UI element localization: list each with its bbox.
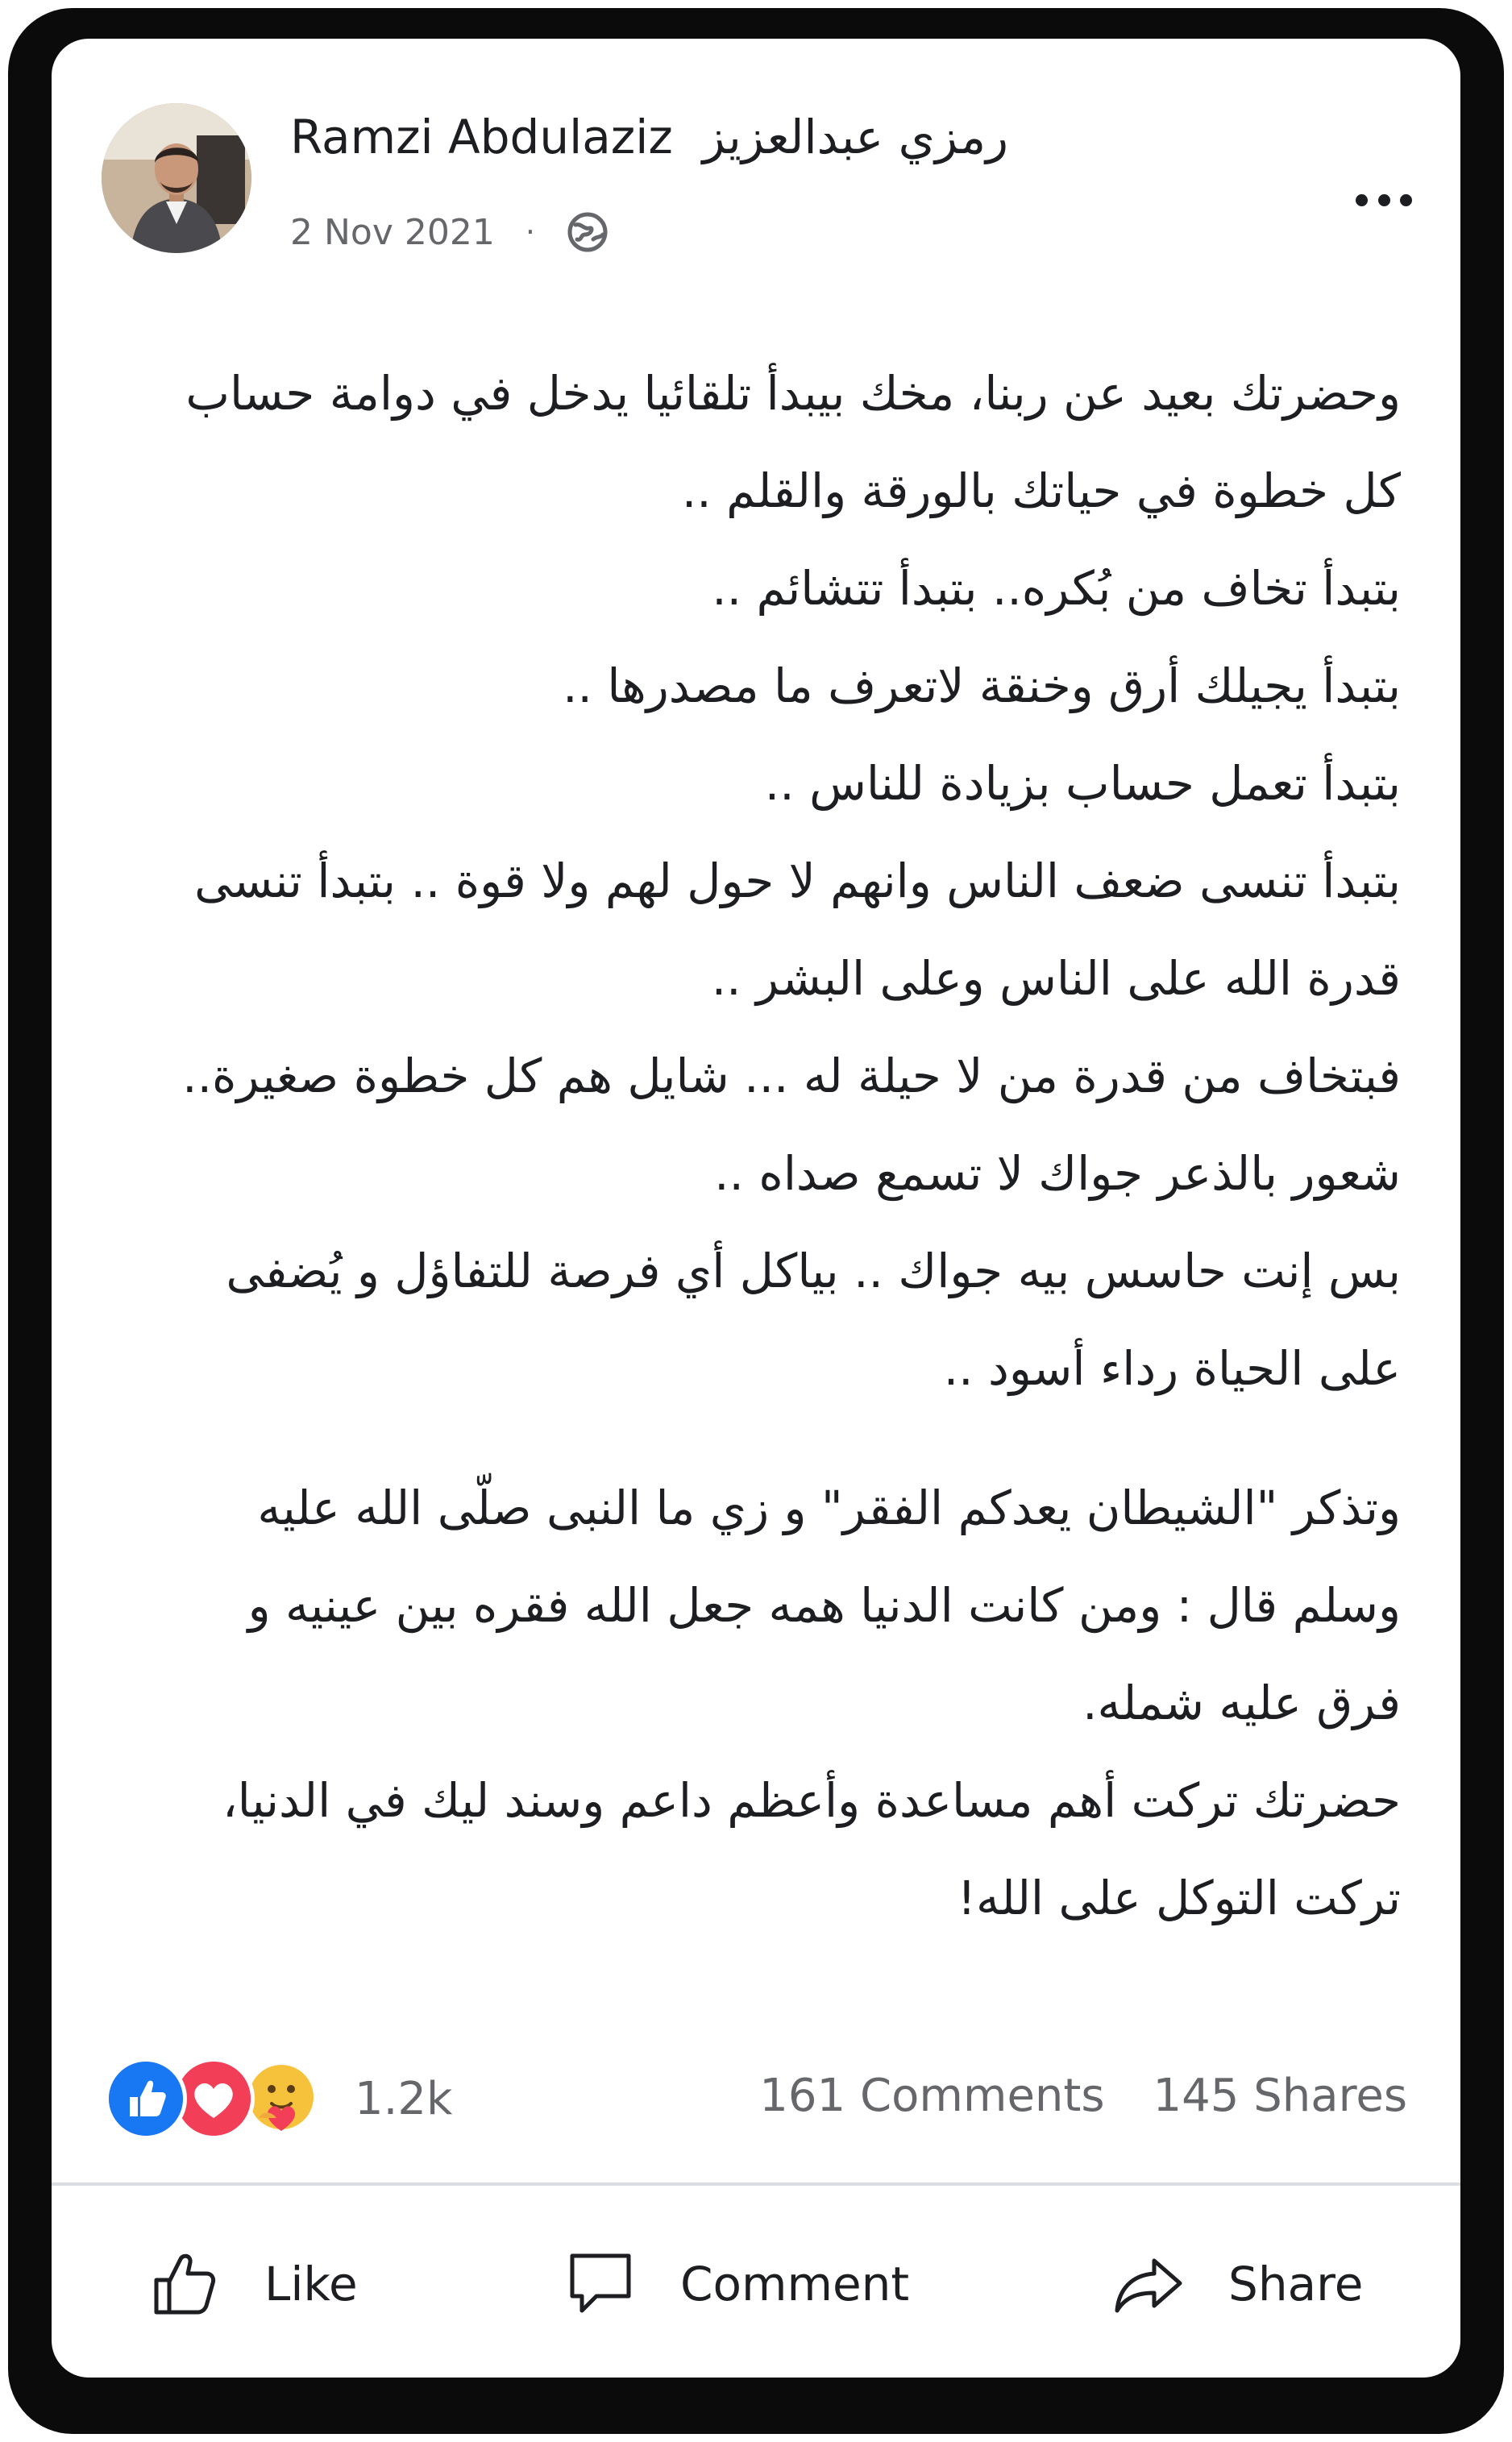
post-line: فبتخاف من قدرة من لا حيلة له ... شايل هم كل خطوة صغيرة.. bbox=[182, 1049, 1401, 1103]
more-dot bbox=[1400, 194, 1412, 206]
globe-icon bbox=[566, 210, 609, 254]
post-line: شعور بالذعر جواك لا تسمع صداه .. bbox=[714, 1146, 1401, 1201]
avatar-photo bbox=[102, 103, 251, 253]
comment-button[interactable] bbox=[564, 2228, 909, 2340]
like-reaction-icon bbox=[105, 2058, 187, 2140]
post-line: حضرتك تركت أهم مساعدة وأعظم داعم وسند ليك في الدنيا، bbox=[222, 1773, 1401, 1828]
post-line: وتذكر "الشيطان يعدكم الفقر" و زي ما النبى صلّى الله عليه bbox=[257, 1481, 1401, 1535]
like-label: Like bbox=[264, 2257, 358, 2311]
post-line: كل خطوة في حياتك بالورقة والقلم .. bbox=[681, 463, 1401, 518]
post-line: وسلم قال : ومن كانت الدنيا همه جعل الله فقره بين عينيه و bbox=[247, 1578, 1401, 1633]
avatar[interactable] bbox=[102, 103, 251, 253]
share-arrow-icon bbox=[1112, 2248, 1185, 2320]
more-options-icon[interactable] bbox=[1356, 184, 1412, 216]
post-line: بتبدأ يجيلك أرق وخنقة لاتعرف ما مصدرها .. bbox=[563, 658, 1401, 713]
comment-icon bbox=[564, 2248, 637, 2320]
post-line: وحضرتك بعيد عن ربنا، مخك بيبدأ تلقائيا يدخل في دوامة حساب bbox=[185, 366, 1401, 421]
shares-count[interactable]: 145 Shares bbox=[1153, 2070, 1407, 2122]
post-line: بتبدأ تنسى ضعف الناس وانهم لا حول لهم ولا قوة .. بتبدأ تنسى bbox=[194, 853, 1401, 908]
thumbs-up-icon bbox=[148, 2248, 221, 2320]
share-button[interactable] bbox=[1112, 2228, 1363, 2340]
post-card bbox=[52, 39, 1460, 2378]
action-bar bbox=[52, 2228, 1460, 2340]
paragraph-gap bbox=[108, 1418, 1401, 1460]
reaction-count: 1.2k bbox=[355, 2072, 453, 2125]
divider bbox=[52, 2182, 1460, 2186]
post-line: على الحياة رداء أسود .. bbox=[943, 1341, 1401, 1396]
post-text bbox=[108, 345, 1401, 1947]
post-line: بتبدأ تعمل حساب بزيادة للناس .. bbox=[764, 756, 1401, 811]
post-line: قدرة الله على الناس وعلى البشر .. bbox=[711, 951, 1401, 1006]
meta-separator: · bbox=[525, 214, 535, 250]
author-name[interactable] bbox=[290, 110, 1008, 164]
post-line: بتبدأ تخاف من بُكره.. بتبدأ تتشائم .. bbox=[712, 561, 1401, 616]
post-line: بس إنت حاسس بيه جواك .. بياكل أي فرصة للتفاؤل و يُضفى bbox=[226, 1244, 1401, 1298]
like-button[interactable] bbox=[148, 2228, 358, 2340]
post-date[interactable]: 2 Nov 2021 bbox=[290, 211, 495, 253]
more-dot bbox=[1356, 194, 1368, 206]
post-line: تركت التوكل على الله! bbox=[957, 1871, 1401, 1925]
share-label: Share bbox=[1228, 2257, 1364, 2311]
author-name-latin: Ramzi Abdulaziz bbox=[290, 110, 673, 164]
post-line: فرق عليه شمله. bbox=[1082, 1676, 1401, 1730]
comment-label: Comment bbox=[680, 2257, 910, 2311]
post-stats bbox=[759, 2070, 1407, 2122]
reactions-summary[interactable] bbox=[105, 2060, 453, 2137]
more-dot bbox=[1378, 194, 1390, 206]
post-meta bbox=[290, 208, 609, 256]
comments-count[interactable]: 161 Comments bbox=[759, 2070, 1105, 2122]
author-name-arabic: رمزي عبدالعزيز bbox=[702, 110, 1009, 164]
